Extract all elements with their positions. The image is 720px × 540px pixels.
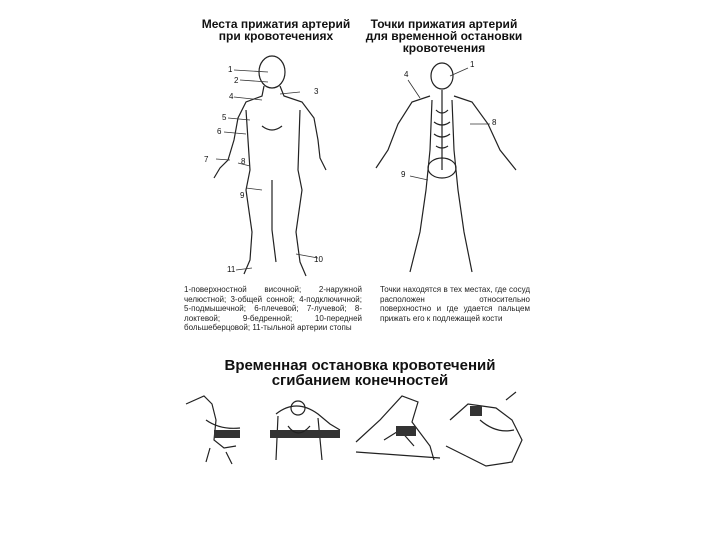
left-label-1: 1 [228, 65, 233, 74]
right-label-1: 1 [470, 60, 475, 69]
flexion-figure-2 [270, 401, 340, 460]
right-caption: Точки находятся в тех местах, где сосуд расположен относительно поверхностно и где удается пальцем прижать его к подлежащей кости [380, 285, 530, 323]
right-label-8: 8 [492, 118, 497, 127]
left-label-6: 6 [217, 127, 222, 136]
left-label-10: 10 [314, 255, 323, 264]
left-title-line1: Места прижатия артерий [201, 17, 351, 31]
left-label-5: 5 [222, 113, 227, 122]
flexion-figure-4 [446, 392, 522, 466]
left-caption: 1-поверхностной височной; 2-наружной челюстной; 3-общей сонной; 4-подключичной; 5-подмышечной; 6-плечевой; 7-лучевой; 8-локтевой; 9-бедренной; 10-передней большеберцовой; 11-тыльной артерии стопы [184, 285, 362, 332]
left-title-line2: при кровотечениях [218, 29, 334, 43]
left-label-4: 4 [229, 92, 234, 101]
bottom-title-line1: Временная остановка кровотечений [224, 357, 496, 374]
left-label-7: 7 [204, 155, 209, 164]
left-label-3: 3 [314, 87, 319, 96]
left-label-9: 9 [240, 191, 245, 200]
left-label-11: 11 [227, 265, 236, 274]
flexion-figure-3 [356, 396, 440, 460]
left-label-8: 8 [241, 157, 246, 166]
right-label-9: 9 [401, 170, 406, 179]
bottom-title-line2: сгибанием конечностей [271, 372, 449, 389]
flexion-figure-1 [186, 396, 240, 464]
right-title-line3: кровотечения [402, 41, 486, 55]
right-label-4: 4 [404, 70, 409, 79]
left-label-2: 2 [234, 76, 239, 85]
right-title-line1: Точки прижатия артерий [370, 17, 518, 31]
right-title-line2: для временной остановки [365, 29, 523, 43]
